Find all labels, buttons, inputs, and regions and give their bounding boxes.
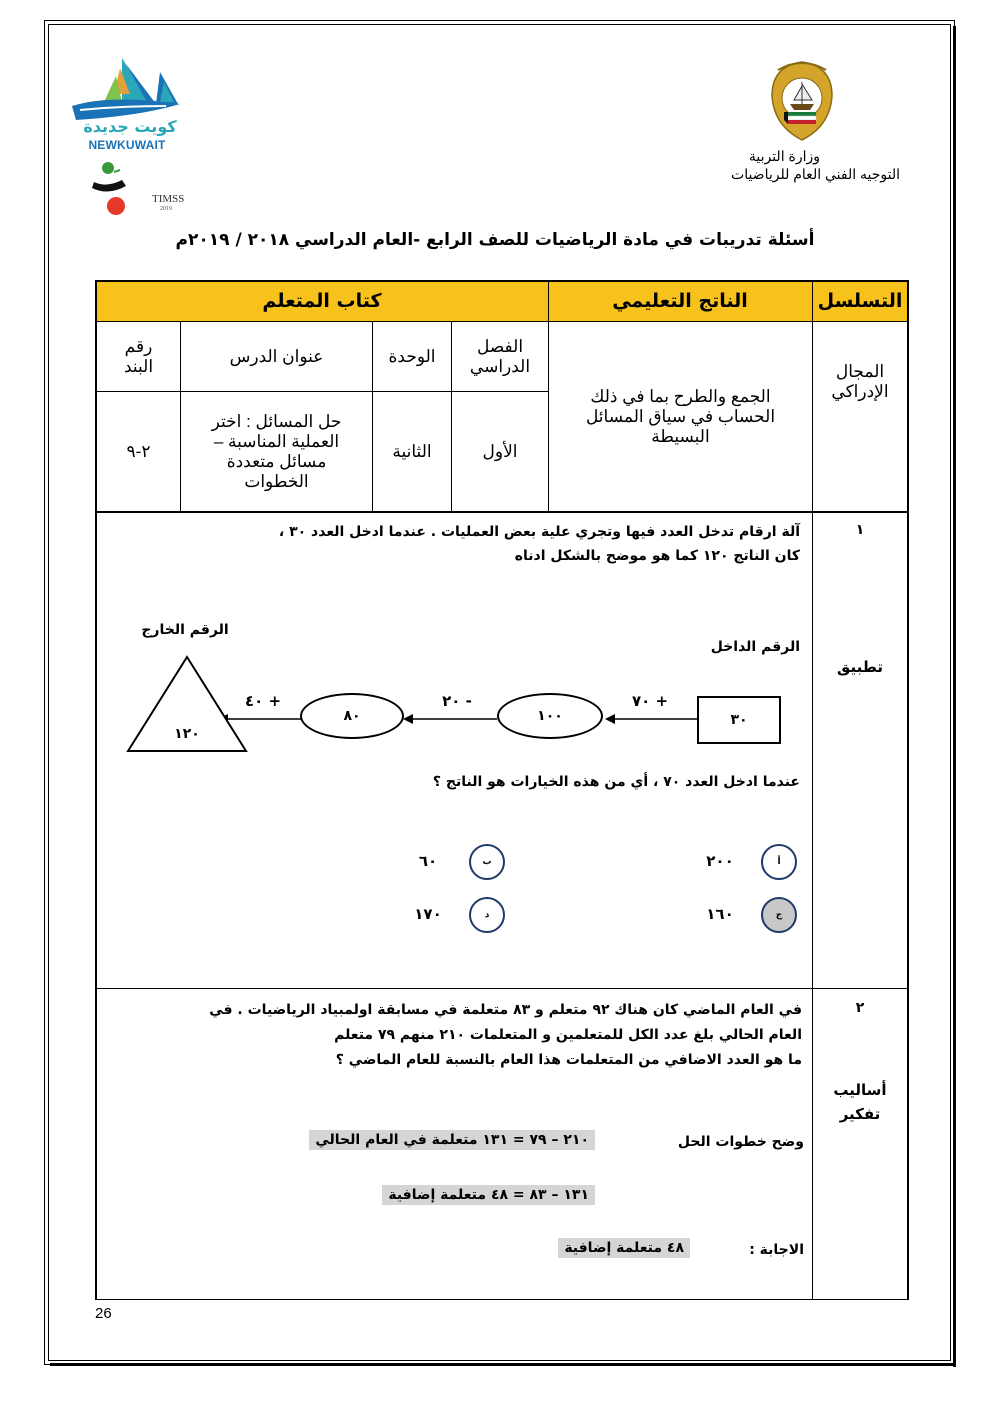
- input-number-label: الرقم الداخل: [710, 639, 800, 655]
- subheader-semester: الفصل الدراسي: [469, 336, 531, 376]
- ministry-department: التوجيه الفني العام للرياضيات: [731, 166, 900, 182]
- output-number-label: الرقم الخارج: [141, 622, 229, 638]
- header-learning-outcome: الناتج التعليمي: [612, 290, 748, 312]
- input-box: ٣٠: [697, 696, 781, 744]
- timss-label: TIMSS: [152, 193, 185, 205]
- option-a-value: ٢٠٠: [706, 852, 734, 870]
- question-2-text-line2: العام الحالي بلغ عدد الكل للمتعلمين و المتعلمات ٢١٠ منهم ٧٩ متعلم: [334, 1027, 802, 1043]
- subheader-unit: الوحدة: [388, 346, 436, 366]
- option-b-value: ٦٠: [418, 852, 438, 870]
- unit-value: الثانية: [392, 441, 432, 461]
- lesson-title-value: حل المسائل : اختر العملية المناسبة – مسائل متعددة الخطوات: [211, 411, 342, 491]
- cognitive-domain-label: المجال الإدراكي: [831, 362, 889, 401]
- ministry-name: وزارة التربية: [748, 148, 820, 164]
- question-1-text-line1: آلة ارقام تدخل العدد فيها وتجري علية بعض العمليات . عندما ادخل العدد ٣٠ ،: [278, 524, 800, 540]
- step2-ellipse: ٨٠: [300, 693, 404, 739]
- operation-subtract-20: - ٢٠: [442, 692, 472, 710]
- header-student-book: كتاب المتعلم: [262, 290, 382, 312]
- semester-value: الأول: [482, 441, 518, 461]
- question-1-text-line2: كان الناتج ١٢٠ كما هو موضح بالشكل ادناه: [514, 548, 800, 564]
- subheader-lesson-title: عنوان الدرس: [229, 346, 324, 366]
- new-kuwait-latin-text: NEWKUWAIT: [88, 138, 166, 152]
- question-2-text-line3: ما هو العدد الاضافي من المتعلمات هذا العام بالنسبة للعام الماضي ؟: [335, 1052, 802, 1068]
- option-c-radio-selected[interactable]: ج: [761, 897, 797, 933]
- question-1-number: ١: [855, 522, 865, 538]
- option-b-radio[interactable]: ب: [469, 844, 505, 880]
- step1-ellipse: ١٠٠: [497, 693, 603, 739]
- question-2-number: ٢: [855, 1000, 865, 1016]
- question-1-prompt: عندما ادخل العدد ٧٠ ، أي من هذه الخيارات هو الناتج ؟: [432, 774, 800, 790]
- question-2-text-line1: في العام الماضي كان هناك ٩٢ متعلم و ٨٣ متعلمة في مسابقة اولمبياد الرياضيات . في: [209, 1002, 802, 1018]
- document-title: أسئلة تدريبات في مادة الرياضيات للصف الرابع -العام الدراسي ٢٠١٨ / ٢٠١٩م: [175, 230, 815, 250]
- subheader-item-number: رقم البند: [123, 336, 154, 376]
- timss-year: 2019: [160, 206, 172, 212]
- arrow-left-icon: [403, 712, 497, 726]
- table-line: [95, 988, 909, 989]
- solution-step-1-text: ٢١٠ – ٧٩ = ١٣١ متعلمة في العام الحالي: [309, 1130, 595, 1150]
- new-kuwait-arabic-text: كويت جديدة: [83, 117, 177, 136]
- question-2-domain-text: أساليب تفكير: [833, 1081, 887, 1123]
- option-c-value: ١٦٠: [706, 905, 734, 923]
- table-line: [907, 280, 909, 1300]
- header-sequence: التسلسل: [817, 290, 903, 312]
- kuwait-emblem-icon: [764, 56, 840, 146]
- answer-value: [540, 1236, 690, 1260]
- learning-outcome-text: الجمع والطرح بما في ذلك الحساب في سياق المسائل البسيطة: [585, 387, 776, 446]
- item-number-value: ٢-٩: [126, 441, 151, 461]
- option-d-radio[interactable]: د: [469, 897, 505, 933]
- option-d-value: ١٧٠: [414, 905, 442, 923]
- solution-steps-label: وضح خطوات الحل: [677, 1134, 804, 1150]
- table-line: [95, 280, 909, 282]
- question-1-domain: تطبيق: [836, 658, 883, 676]
- table-line: [95, 1299, 908, 1300]
- answer-value-text: ٤٨ متعلمة إضافية: [558, 1238, 690, 1258]
- question-2-domain: [825, 1078, 895, 1126]
- operation-add-70: + ٧٠: [631, 692, 669, 710]
- option-a-radio[interactable]: أ: [761, 844, 797, 880]
- arrow-left-icon: [605, 712, 697, 726]
- page-number: 26: [95, 1305, 112, 1322]
- solution-step-1: [255, 1128, 595, 1152]
- answer-label: الاجابة :: [749, 1242, 804, 1258]
- output-value: ١٢٠: [174, 726, 200, 742]
- solution-step-2-text: ١٣١ – ٨٣ = ٤٨ متعلمة إضافية: [382, 1185, 595, 1205]
- page-border-shadow: [953, 26, 956, 1367]
- page-border-shadow: [50, 1363, 956, 1366]
- operation-add-40: + ٤٠: [244, 692, 282, 710]
- solution-step-2: [310, 1183, 595, 1207]
